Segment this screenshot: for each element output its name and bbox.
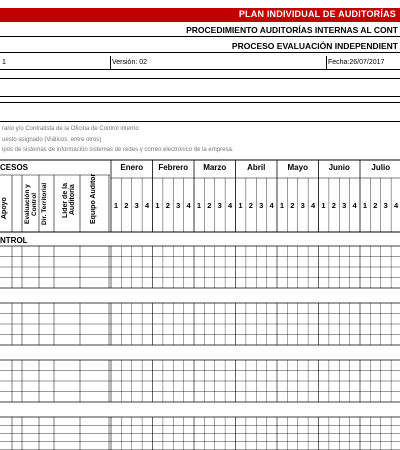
week-number: 3 (176, 201, 181, 210)
col-lider-auditoria: Líder de la Auditoría (62, 182, 76, 218)
processes-header: CESOS (0, 163, 29, 172)
document-date: Fecha:26/07/2017 (328, 59, 385, 66)
week-number: 1 (196, 201, 202, 210)
process-title: PROCESO EVALUACIÓN INDEPENDIENT (231, 41, 398, 51)
week-number: 2 (373, 201, 378, 210)
week-number: 2 (124, 201, 129, 210)
week-number: 2 (248, 201, 253, 210)
month-julio: Julio (371, 163, 391, 172)
month-marzo: Marzo (203, 163, 227, 172)
month-abril: Abril (247, 163, 266, 172)
week-number: 3 (134, 201, 139, 210)
section-label: NTROL (0, 236, 28, 245)
week-number: 3 (300, 201, 305, 210)
week-number: 4 (311, 201, 316, 210)
week-number: 1 (113, 201, 119, 210)
week-number: 1 (362, 201, 368, 210)
note-line: ipos de sistemas de información sistemas de redes y correo electrónico de la empresa. (2, 147, 234, 153)
week-number: 2 (290, 201, 295, 210)
week-number: 2 (165, 201, 170, 210)
week-number: 1 (279, 201, 285, 210)
week-number: 1 (155, 201, 160, 210)
week-number: 2 (331, 201, 336, 210)
month-junio: Junio (328, 163, 350, 172)
col-equipo-auditor: Equipo Auditor (90, 173, 97, 225)
month-febrero: Febrero (158, 163, 189, 172)
note-line: uesto asignado (Viáticos, entre otros) (2, 137, 102, 143)
document-version: Versión: 02 (112, 59, 148, 66)
document-code: 1 (2, 59, 6, 66)
week-number: 3 (342, 201, 347, 210)
week-number: 4 (186, 201, 191, 210)
plan-title: PLAN INDIVIDUAL DE AUDITORÍAS (238, 9, 396, 19)
month-mayo: Mayo (287, 163, 308, 172)
week-number: 4 (394, 201, 399, 210)
week-number: 4 (269, 201, 274, 210)
week-number: 3 (217, 201, 222, 210)
month-enero: Enero (120, 163, 144, 172)
week-number: 4 (228, 201, 233, 210)
week-number: 4 (352, 201, 357, 210)
week-number: 3 (383, 201, 388, 210)
col-dir-territorial: Dir. Territorial (41, 182, 48, 226)
week-number: 1 (321, 201, 326, 210)
procedure-title: PROCEDIMIENTO AUDITORÍAS INTERNAS AL CONT (186, 25, 398, 35)
col-evaluacion-control: Evaluación y Control (24, 184, 38, 224)
week-number: 4 (145, 201, 150, 210)
col-apoyo: Apoyo (1, 197, 8, 219)
week-number: 3 (259, 201, 264, 210)
note-line: rario y/o Contratista de la Oficina de Control interno (2, 126, 139, 132)
week-number: 1 (238, 201, 243, 210)
week-number: 2 (207, 201, 212, 210)
